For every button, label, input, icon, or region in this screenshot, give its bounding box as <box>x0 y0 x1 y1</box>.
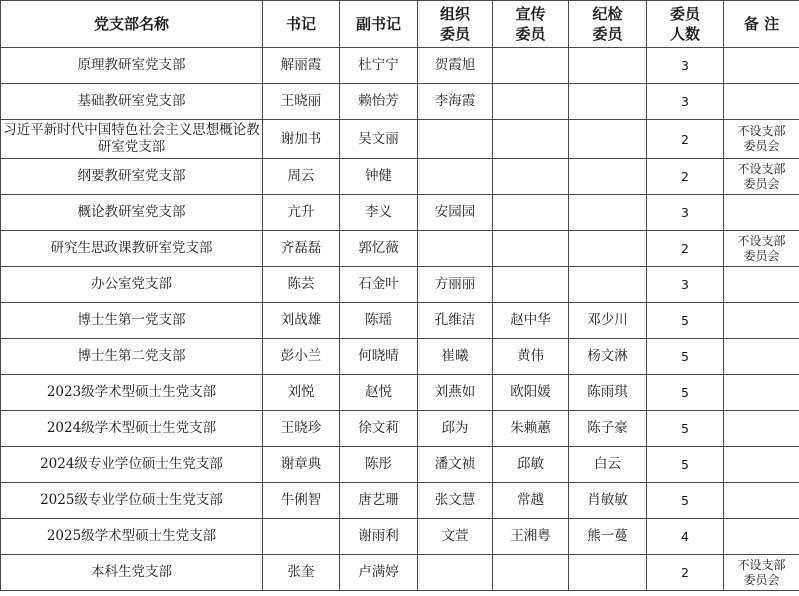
discipline-member-cell: 白云 <box>569 447 647 483</box>
member-count-cell: 3 <box>647 48 724 84</box>
publicity-member-cell: 欧阳媛 <box>493 375 569 411</box>
table-row <box>1 483 799 519</box>
organization-member-cell: 张文慧 <box>418 483 493 519</box>
deputy-secretary-cell: 石金叶 <box>340 267 418 303</box>
organization-member-cell <box>418 231 493 267</box>
header-discipline-member: 纪检 委员 <box>569 1 647 48</box>
member-count-cell: 2 <box>647 120 724 159</box>
secretary-cell: 周云 <box>263 159 340 195</box>
remark-cell <box>724 267 799 303</box>
organization-member-cell <box>418 555 493 591</box>
deputy-secretary-cell: 李义 <box>340 195 418 231</box>
remark-cell <box>724 483 799 519</box>
secretary-cell: 刘悦 <box>263 375 340 411</box>
member-count-cell: 2 <box>647 159 724 195</box>
secretary-cell <box>263 519 340 555</box>
member-count-cell: 5 <box>647 483 724 519</box>
organization-member-cell: 潘文祯 <box>418 447 493 483</box>
member-count-cell: 5 <box>647 375 724 411</box>
table-row <box>1 159 799 195</box>
remark-cell: 不设支部 委员会 <box>724 120 799 159</box>
branch-name-cell: 2024级专业学位硕士生党支部 <box>1 447 263 483</box>
secretary-cell: 张奎 <box>263 555 340 591</box>
deputy-secretary-cell: 徐文莉 <box>340 411 418 447</box>
branch-name-cell: 纲要教研室党支部 <box>1 159 263 195</box>
branch-name-cell: 概论教研室党支部 <box>1 195 263 231</box>
deputy-secretary-cell: 赵悦 <box>340 375 418 411</box>
secretary-cell: 刘战雄 <box>263 303 340 339</box>
header-row <box>1 1 799 48</box>
branch-name-cell: 2025级学术型硕士生党支部 <box>1 519 263 555</box>
organization-member-cell: 方丽丽 <box>418 267 493 303</box>
deputy-secretary-cell: 谢雨利 <box>340 519 418 555</box>
secretary-cell: 谢加书 <box>263 120 340 159</box>
deputy-secretary-cell: 杜宁宁 <box>340 48 418 84</box>
publicity-member-cell <box>493 159 569 195</box>
table-row <box>1 231 799 267</box>
table-row <box>1 339 799 375</box>
secretary-cell: 亢升 <box>263 195 340 231</box>
header-secretary: 书记 <box>263 1 340 48</box>
header-member-count: 委员 人数 <box>647 1 724 48</box>
member-count-cell: 5 <box>647 411 724 447</box>
secretary-cell: 彭小兰 <box>263 339 340 375</box>
member-count-cell: 2 <box>647 555 724 591</box>
discipline-member-cell: 杨文淋 <box>569 339 647 375</box>
member-count-cell: 2 <box>647 231 724 267</box>
deputy-secretary-cell: 卢满婷 <box>340 555 418 591</box>
discipline-member-cell <box>569 231 647 267</box>
table-row <box>1 411 799 447</box>
branch-name-cell: 办公室党支部 <box>1 267 263 303</box>
deputy-secretary-cell: 陈瑶 <box>340 303 418 339</box>
header-organization-member: 组织 委员 <box>418 1 493 48</box>
discipline-member-cell <box>569 120 647 159</box>
branch-name-cell: 2025级专业学位硕士生党支部 <box>1 483 263 519</box>
organization-member-cell: 孔维洁 <box>418 303 493 339</box>
remark-cell <box>724 411 799 447</box>
table-row <box>1 267 799 303</box>
organization-member-cell: 邱为 <box>418 411 493 447</box>
member-count-cell: 5 <box>647 447 724 483</box>
discipline-member-cell <box>569 267 647 303</box>
member-count-cell: 4 <box>647 519 724 555</box>
branch-name-cell: 2024级学术型硕士生党支部 <box>1 411 263 447</box>
remark-cell <box>724 339 799 375</box>
discipline-member-cell <box>569 195 647 231</box>
organization-member-cell: 贺霞旭 <box>418 48 493 84</box>
branch-name-cell: 本科生党支部 <box>1 555 263 591</box>
publicity-member-cell <box>493 84 569 120</box>
publicity-member-cell: 黄伟 <box>493 339 569 375</box>
organization-member-cell <box>418 159 493 195</box>
publicity-member-cell <box>493 48 569 84</box>
secretary-cell: 陈芸 <box>263 267 340 303</box>
deputy-secretary-cell: 吴文丽 <box>340 120 418 159</box>
remark-cell <box>724 375 799 411</box>
header-branch-name: 党支部名称 <box>1 1 263 48</box>
remark-cell: 不设支部 委员会 <box>724 159 799 195</box>
table-row <box>1 555 799 591</box>
publicity-member-cell: 常越 <box>493 483 569 519</box>
discipline-member-cell: 陈雨琪 <box>569 375 647 411</box>
header-deputy-secretary: 副书记 <box>340 1 418 48</box>
discipline-member-cell <box>569 159 647 195</box>
organization-member-cell: 文萱 <box>418 519 493 555</box>
deputy-secretary-cell: 赖怡芳 <box>340 84 418 120</box>
secretary-cell: 王晓丽 <box>263 84 340 120</box>
discipline-member-cell <box>569 555 647 591</box>
remark-cell <box>724 447 799 483</box>
discipline-member-cell: 肖敏敏 <box>569 483 647 519</box>
branch-name-cell: 博士生第一党支部 <box>1 303 263 339</box>
organization-member-cell: 刘燕如 <box>418 375 493 411</box>
organization-member-cell <box>418 120 493 159</box>
remark-cell <box>724 84 799 120</box>
publicity-member-cell: 赵中华 <box>493 303 569 339</box>
publicity-member-cell: 朱赖蕙 <box>493 411 569 447</box>
deputy-secretary-cell: 唐艺珊 <box>340 483 418 519</box>
table-row <box>1 375 799 411</box>
table-row <box>1 84 799 120</box>
remark-cell: 不设支部 委员会 <box>724 555 799 591</box>
secretary-cell: 齐磊磊 <box>263 231 340 267</box>
publicity-member-cell <box>493 231 569 267</box>
header-remark: 备 注 <box>724 1 799 48</box>
deputy-secretary-cell: 郭忆薇 <box>340 231 418 267</box>
member-count-cell: 5 <box>647 339 724 375</box>
member-count-cell: 3 <box>647 267 724 303</box>
table-row <box>1 303 799 339</box>
branch-name-cell: 习近平新时代中国特色社会主义思想概论教研室党支部 <box>1 120 263 159</box>
branch-name-cell: 原理教研室党支部 <box>1 48 263 84</box>
table-row <box>1 195 799 231</box>
discipline-member-cell <box>569 48 647 84</box>
remark-cell <box>724 519 799 555</box>
header-publicity-member: 宣传 委员 <box>493 1 569 48</box>
table-row <box>1 447 799 483</box>
remark-cell <box>724 195 799 231</box>
organization-member-cell: 安园园 <box>418 195 493 231</box>
publicity-member-cell: 王湘粤 <box>493 519 569 555</box>
publicity-member-cell <box>493 555 569 591</box>
publicity-member-cell <box>493 195 569 231</box>
publicity-member-cell: 邱敏 <box>493 447 569 483</box>
secretary-cell: 牛俐智 <box>263 483 340 519</box>
deputy-secretary-cell: 钟健 <box>340 159 418 195</box>
remark-cell <box>724 48 799 84</box>
table-row <box>1 120 799 159</box>
deputy-secretary-cell: 何晓晴 <box>340 339 418 375</box>
deputy-secretary-cell: 陈彤 <box>340 447 418 483</box>
secretary-cell: 谢章典 <box>263 447 340 483</box>
table-row <box>1 519 799 555</box>
discipline-member-cell: 邓少川 <box>569 303 647 339</box>
discipline-member-cell: 熊一蔓 <box>569 519 647 555</box>
discipline-member-cell: 陈子豪 <box>569 411 647 447</box>
secretary-cell: 王晓珍 <box>263 411 340 447</box>
organization-member-cell: 李海霞 <box>418 84 493 120</box>
organization-member-cell: 崔曦 <box>418 339 493 375</box>
table-row <box>1 48 799 84</box>
publicity-member-cell <box>493 120 569 159</box>
branch-name-cell: 基础教研室党支部 <box>1 84 263 120</box>
member-count-cell: 3 <box>647 84 724 120</box>
branch-name-cell: 2023级学术型硕士生党支部 <box>1 375 263 411</box>
discipline-member-cell <box>569 84 647 120</box>
member-count-cell: 5 <box>647 303 724 339</box>
secretary-cell: 解丽霞 <box>263 48 340 84</box>
remark-cell: 不设支部 委员会 <box>724 231 799 267</box>
remark-cell <box>724 303 799 339</box>
publicity-member-cell <box>493 267 569 303</box>
branch-name-cell: 博士生第二党支部 <box>1 339 263 375</box>
member-count-cell: 3 <box>647 195 724 231</box>
branch-name-cell: 研究生思政课教研室党支部 <box>1 231 263 267</box>
